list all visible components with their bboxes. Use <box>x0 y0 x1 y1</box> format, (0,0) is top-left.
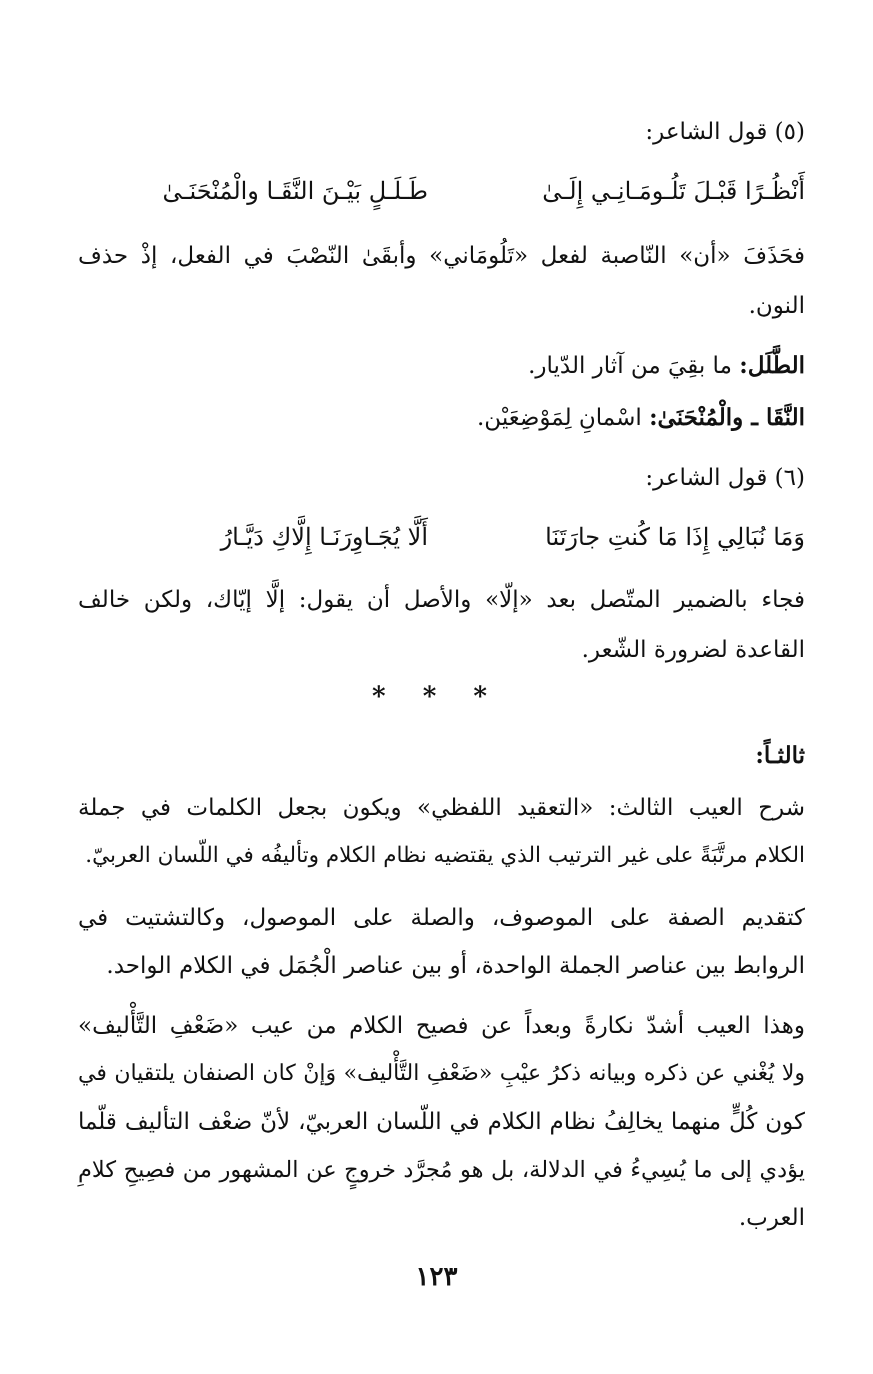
section6-explanation-line: فجاء بالضمير المتّصل بعد «إلّا» والأصل أن يقول: إلَّا إيّاك، ولكن خالف <box>78 587 805 613</box>
paragraph-line: شرح العيب الثالث: «التعقيد اللفظي» ويكون بجعل الكلمات في جملة <box>78 795 805 821</box>
section5-heading: (٥) قول الشاعر: <box>645 119 805 145</box>
gloss-term: الطَّلَل: <box>739 352 805 379</box>
paragraph-line: وهذا العيب أشدّ نكارةً وبعداً عن فصيح الكلام من عيب «ضَعْفِ التَّأْليف» <box>78 1013 805 1039</box>
paragraph-line: الكلام مرتَّبَةً على غير الترتيب الذي يقتضيه نظام الكلام وتأليفُه في اللّسان العربيّ. <box>85 843 805 868</box>
paragraph-line: كون كُلٍّ منهما يخالِفُ نظام الكلام في اللّسان العربيّ، لأنّ ضعْف التأليف قلّما <box>78 1109 805 1135</box>
section5-verse-second-hemistich: طَـلَـلٍ بَيْـنَ النَّقَـا والْمُنْحَنَـىٰ <box>162 177 428 205</box>
section6-heading: (٦) قول الشاعر: <box>645 465 805 491</box>
section5-explanation-line: النون. <box>748 293 805 319</box>
page-number: ١٢٣ <box>415 1262 458 1292</box>
section-third-heading: ثالثـاً: <box>755 742 805 769</box>
section-separator: * * * <box>372 682 501 712</box>
paragraph-line: كتقديم الصفة على الموصوف، والصلة على الموصول، وكالتشتيت في <box>78 905 805 931</box>
section6-explanation-line: القاعدة لضرورة الشّعر. <box>581 637 805 663</box>
paragraph-line: العرب. <box>738 1205 805 1231</box>
section6-verse-first-hemistich: وَمَا نُبَالِي إِذَا مَا كُنتِ جارَتَنَا <box>545 523 805 551</box>
paragraph-line: يؤدي إلى ما يُسِيءُ في الدلالة، بل هو مُجرَّد خروجٍ عن المشهور من فصِيحِ كلامِ <box>78 1157 805 1183</box>
section5-explanation-line: فحَذَفَ «أن» النّاصبة لفعل «تَلُومَاني» وأبقَىٰ النّصْبَ في الفعل، إذْ حذف <box>78 243 805 269</box>
gloss-naqa-munhana <box>78 402 805 434</box>
section5-verse-first-hemistich: أَنْظُـرًا قَبْـلَ تَلُـومَـانِـي إِلَـىٰ <box>542 177 805 205</box>
paragraph-line: الروابط بين عناصر الجملة الواحدة، أو بين عناصر الْجُمَل في الكلام الواحد. <box>106 953 805 979</box>
gloss-definition: ما بقِيَ من آثار الدّيار. <box>528 353 732 379</box>
gloss-definition: اسْمانِ لِمَوْضِعَيْن. <box>477 405 642 431</box>
paragraph-line: ولا يُغْني عن ذكره وبيانه ذكرُ عيْبِ «ضَعْفِ التَّأْليف» وَإنْ كان الصنفان يلتقيان في <box>78 1061 805 1086</box>
section6-verse-second-hemistich: أَلَّا يُجَـاوِرَنَـا إِلَّاكِ دَيَّـارُ <box>220 523 428 551</box>
gloss-tallal <box>78 350 805 382</box>
gloss-term: النَّقَا ـ والْمُنْحَنَىٰ: <box>649 404 805 431</box>
